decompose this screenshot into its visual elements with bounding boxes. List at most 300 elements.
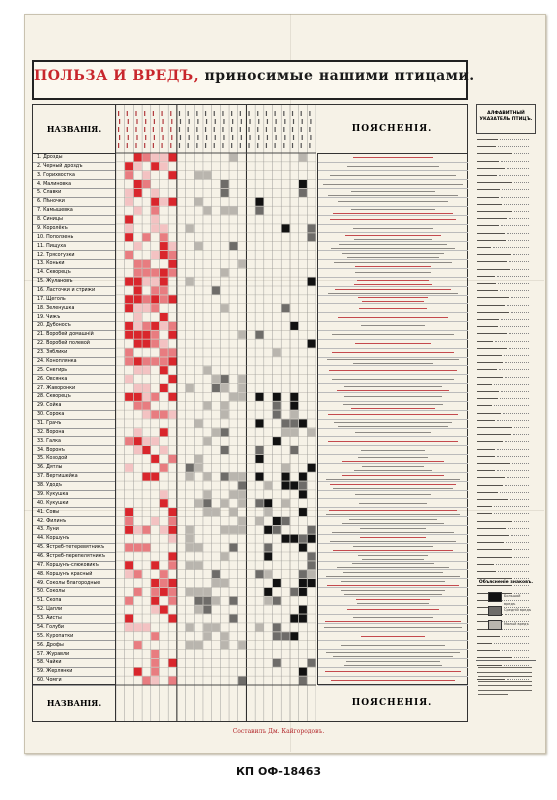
index-entry-leader [511, 312, 529, 314]
grid-cell-mark [308, 552, 316, 560]
grid-cell-mark [142, 473, 150, 481]
grid-cell-mark [142, 384, 150, 392]
grid-cell-mark [160, 464, 168, 472]
column-heading-glyph [180, 119, 181, 124]
index-entry [476, 287, 536, 294]
grid-cell-mark [203, 632, 211, 640]
index-entry [476, 136, 536, 143]
grid-cell-mark [142, 366, 150, 374]
grid-cell-mark [273, 659, 281, 667]
bird-name-row: 51. Скопа [33, 596, 115, 606]
grid-cell-mark [134, 570, 142, 578]
grid-cell-mark [212, 570, 220, 578]
column-heading-glyph [266, 127, 267, 132]
column-heading-glyph [275, 127, 276, 132]
index-entry [476, 381, 536, 388]
explanation-text-line [346, 661, 441, 662]
grid-cell-mark [151, 473, 159, 481]
bird-name-row: 34. Воронъ [33, 446, 115, 456]
grid-cell-mark [282, 535, 290, 543]
column-heading-glyph [302, 119, 303, 124]
column-heading-glyph [205, 111, 206, 116]
grid-cell-mark [134, 668, 142, 676]
index-entry-leader [510, 499, 529, 501]
grid-cell-mark [125, 544, 133, 552]
grid-cell-mark [290, 419, 298, 427]
column-heading-glyph [214, 127, 215, 132]
index-entry-word [477, 564, 494, 565]
column-heading-glyph [258, 119, 259, 124]
column-heading-glyph [267, 119, 268, 124]
column-heading-glyph [231, 143, 232, 148]
column-heading-glyph [292, 111, 293, 116]
index-entry-number [530, 352, 536, 359]
index-entry-word [477, 405, 492, 406]
index-entry-word [477, 521, 512, 522]
grid-cell-mark [238, 375, 246, 383]
index-entry-number [530, 374, 536, 381]
grid-cell-mark [142, 322, 150, 330]
explanation-text-line [330, 541, 457, 542]
index-entry-leader [507, 168, 529, 170]
names-column [33, 153, 116, 685]
index-entry-number [530, 518, 536, 525]
bird-name-row: 16. Ласточки и стрижи [33, 286, 115, 296]
index-entry-leader [498, 146, 529, 148]
grid-cell-mark [290, 402, 298, 410]
explanation-text-line [328, 195, 458, 196]
index-entry [476, 640, 536, 647]
index-entry [476, 302, 536, 309]
index-entry-leader [497, 470, 529, 472]
bird-name-row: 57. Журавли [33, 650, 115, 660]
grid-cell-mark [290, 322, 298, 330]
names-column-footer: НАЗВАНІЯ. [33, 684, 116, 721]
grid-cell-mark [203, 623, 211, 631]
grid-cell-mark [273, 402, 281, 410]
column-heading-glyph [127, 111, 128, 116]
grid-cell-mark [151, 411, 159, 419]
index-entry-leader [496, 564, 529, 566]
index-entry-number [530, 258, 536, 265]
explanation-text-line [326, 576, 461, 577]
grid-cell-mark [160, 526, 168, 534]
index-entry [476, 338, 536, 345]
bird-name-row: 8. Синицы [33, 215, 115, 225]
grid-cell-mark [256, 446, 264, 454]
index-entry-word [477, 348, 507, 349]
grid-cell-mark [186, 278, 194, 286]
index-entry-number [530, 172, 536, 179]
index-entry-leader [514, 153, 529, 155]
index-entry-number [530, 503, 536, 510]
index-entry-number [530, 251, 536, 258]
bird-name-row: 60. Чомги [33, 676, 115, 686]
index-entry-leader [514, 427, 529, 429]
index-entry-number [530, 222, 536, 229]
grid-cell-mark [134, 588, 142, 596]
grid-cell-mark [151, 606, 159, 614]
index-entry-word [477, 506, 492, 507]
index-entry [476, 402, 536, 409]
compiled-by: Составилъ Дм. Кайгородовъ. [232, 728, 325, 735]
grid-cell-mark [264, 544, 272, 552]
grid-cell-mark [151, 437, 159, 445]
column-heading-glyph [205, 127, 206, 132]
bird-name-row: 49. Соколы благородные [33, 579, 115, 589]
index-entry-word [477, 355, 502, 356]
grid-cell-mark [186, 526, 194, 534]
explanation-text-line [353, 617, 434, 618]
grid-cell-mark [134, 544, 142, 552]
grid-cell-mark [264, 597, 272, 605]
column-heading-glyph [179, 127, 180, 132]
grid-cell-mark [308, 278, 316, 286]
index-entry-leader [509, 348, 529, 350]
column-heading-glyph [136, 119, 137, 124]
column-heading-glyph [284, 119, 285, 124]
index-entry [476, 554, 536, 561]
grid-cell-mark [203, 473, 211, 481]
grid-cell-mark [125, 233, 133, 241]
index-entry-leader [508, 528, 529, 530]
footnote-text-line [478, 667, 532, 668]
grid-cell-mark [203, 402, 211, 410]
grid-cell-mark [134, 180, 142, 188]
grid-cell-mark [282, 517, 290, 525]
index-entry [476, 244, 536, 251]
column-heading-glyph [161, 143, 162, 148]
grid-cell-mark [151, 393, 159, 401]
index-entry-leader [501, 319, 529, 321]
grid-cell-mark [134, 526, 142, 534]
grid-cell-mark [290, 446, 298, 454]
grid-cell-mark [134, 153, 142, 161]
grid-cell-mark [125, 464, 133, 472]
grid-cell-mark [160, 357, 168, 365]
explanation-text-line [342, 253, 445, 254]
index-entry-number [530, 165, 536, 172]
index-entry-word [477, 197, 499, 198]
index-entry [476, 431, 536, 438]
explanation-text-line [351, 191, 435, 192]
index-entry [476, 237, 536, 244]
index-entry-word [477, 384, 492, 385]
column-heading-glyph [248, 111, 249, 116]
grid-cell-mark [169, 295, 177, 303]
explanation-text-line [329, 370, 457, 371]
grid-cell-mark [229, 207, 237, 215]
grid-cell-mark [238, 517, 246, 525]
column-heading-glyph [283, 143, 284, 148]
explanation-text-line [362, 559, 424, 560]
explanation-text-line [360, 537, 426, 538]
explanation-text-line [347, 609, 440, 610]
grid-cell-mark [195, 544, 203, 552]
index-entry-leader [506, 542, 529, 544]
index-entry-word [477, 470, 495, 471]
grid-cell-mark [134, 269, 142, 277]
explanation-text-line [362, 301, 425, 302]
grid-cell-mark [125, 437, 133, 445]
index-entry-word [477, 492, 498, 493]
grid-cell-mark [299, 153, 307, 161]
grid-cell-mark [299, 419, 307, 427]
column-heading-glyph [196, 143, 197, 148]
column-heading-glyph [222, 127, 223, 132]
grid-cell-mark [238, 677, 246, 685]
grid-cell-mark [169, 269, 177, 277]
index-entry-number [530, 395, 536, 402]
legend-swatch-2 [488, 620, 502, 630]
index-entry-word [477, 449, 495, 450]
column-heading-glyph [258, 135, 259, 140]
grid-cell-mark [134, 207, 142, 215]
index-entry [476, 251, 536, 258]
index-entry-leader [495, 341, 529, 343]
grid-cell-mark [256, 198, 264, 206]
explanation-text-line [353, 363, 432, 364]
index-entry-word [477, 225, 499, 226]
grid-cell-mark [142, 357, 150, 365]
grid-cell-mark [151, 162, 159, 170]
grid-cell-mark [160, 153, 168, 161]
bird-name-row: 35. Козодой [33, 454, 115, 464]
grid-cell-mark [221, 304, 229, 312]
grid-cell-mark [142, 402, 150, 410]
grid-cell-mark [151, 198, 159, 206]
explanation-text-line [325, 671, 462, 672]
grid-cell-mark [264, 481, 272, 489]
index-entry-leader [502, 650, 529, 652]
grid-cell-mark [186, 224, 194, 232]
bird-name-row: 19. Чижъ [33, 313, 115, 323]
grid-cell-mark [151, 659, 159, 667]
column-heading-glyph [292, 127, 293, 132]
grid-cell-mark [212, 384, 220, 392]
index-entry-word [477, 139, 498, 140]
column-heading-glyph [301, 127, 302, 132]
grid-cell-mark [299, 535, 307, 543]
index-entry-number [530, 316, 536, 323]
grid-cell-mark [151, 357, 159, 365]
grid-cell-mark [169, 171, 177, 179]
index-entry-number [530, 294, 536, 301]
column-heading-glyph [170, 127, 171, 132]
bird-name-row: 9. Королёкъ [33, 224, 115, 234]
explanation-text-line [330, 219, 455, 220]
index-entry-number [530, 302, 536, 309]
grid-cell-mark [195, 455, 203, 463]
index-entry-number [530, 208, 536, 215]
grid-cell-mark [229, 544, 237, 552]
grid-cell-mark [160, 570, 168, 578]
grid-cell-mark [256, 517, 264, 525]
index-entry-number [530, 539, 536, 546]
column-heading-glyph [293, 135, 294, 140]
index-entry-word [477, 477, 505, 478]
grid-cell-mark [134, 331, 142, 339]
grid-cell-mark [125, 508, 133, 516]
bird-name-row: 6. Пѣночки [33, 197, 115, 207]
index-entry-number [530, 453, 536, 460]
grid-cell-mark [134, 162, 142, 170]
grid-cell-mark [142, 340, 150, 348]
index-entry-leader [498, 283, 529, 285]
grid-cell-mark [186, 561, 194, 569]
explanation-text-line [355, 432, 432, 433]
column-heading-glyph [144, 143, 145, 148]
explanation-text-line [354, 284, 433, 285]
index-entry-leader [509, 333, 529, 335]
bird-name-row: 36. Дятлы [33, 463, 115, 473]
grid-cell-mark [290, 614, 298, 622]
grid-cell-mark [169, 508, 177, 516]
index-entry-number [530, 266, 536, 273]
index-entry [476, 158, 536, 165]
index-entry [476, 374, 536, 381]
grid-cell-mark [290, 588, 298, 596]
index-entry-leader [505, 441, 529, 443]
grid-cell-mark [221, 428, 229, 436]
index-entry-leader [494, 384, 529, 386]
explanation-text-line [323, 184, 463, 185]
bird-name-row: 25. Снегирь [33, 366, 115, 376]
index-entry-number [530, 474, 536, 481]
grid-cell-mark [142, 153, 150, 161]
column-heading-glyph [153, 143, 154, 148]
column-heading-glyph [232, 119, 233, 124]
index-entry-number [530, 366, 536, 373]
index-entry [476, 395, 536, 402]
grid-cell-mark [142, 269, 150, 277]
footnote-block [476, 660, 536, 701]
explanation-text-line [347, 257, 438, 258]
grid-cell-mark [299, 180, 307, 188]
explanation-text-line [343, 404, 443, 405]
column-heading-glyph [232, 135, 233, 140]
column-heading-glyph [214, 143, 215, 148]
column-heading-glyph [283, 127, 284, 132]
grid-cell-mark [221, 473, 229, 481]
grid-cell-mark [160, 313, 168, 321]
column-heading-glyph [128, 119, 129, 124]
index-entry [476, 532, 536, 539]
explanation-text-line [328, 441, 458, 442]
column-heading-glyph [145, 119, 146, 124]
index-entry-word [477, 261, 507, 262]
grid-cell-mark [299, 490, 307, 498]
index-entry-word [477, 456, 495, 457]
grid-cell-mark [256, 623, 264, 631]
grid-cell-mark [273, 623, 281, 631]
index-entry-leader [504, 355, 529, 357]
grid-cell-mark [308, 659, 316, 667]
index-entry-number [530, 525, 536, 532]
column-heading-glyph [223, 135, 224, 140]
bird-name-row: 54. Голуби [33, 623, 115, 633]
grid-cell-mark [134, 260, 142, 268]
index-entry-word [477, 643, 492, 644]
index-entry-leader [493, 247, 529, 249]
alphabetical-index-header: АЛФАВИТНЫЙ УКАЗАТЕЛЬ ПТИЦЪ. [476, 104, 536, 134]
index-entry-number [530, 381, 536, 388]
index-entry-leader [497, 449, 529, 451]
grid-cell-mark [142, 278, 150, 286]
explanation-text-line [344, 386, 442, 387]
index-entry-word [477, 211, 512, 212]
index-entry-leader [500, 492, 529, 494]
grid-cell-mark [151, 215, 159, 223]
explanations-footer: ПОЯСНЕНІЯ. [317, 684, 467, 721]
index-entry-word [477, 276, 495, 277]
grid-cell-mark [299, 606, 307, 614]
grid-cell-mark [169, 348, 177, 356]
column-heading-glyph [301, 111, 302, 116]
column-heading-glyph [310, 135, 311, 140]
index-entry-number [530, 568, 536, 575]
bird-name-row: 37. Вертишейка [33, 472, 115, 482]
column-heading-glyph [205, 143, 206, 148]
index-entry-word [477, 650, 500, 651]
index-entry [476, 330, 536, 337]
index-entry-number [530, 158, 536, 165]
grid-cell-mark [125, 304, 133, 312]
grid-cell-mark [195, 198, 203, 206]
grid-cell-mark [203, 508, 211, 516]
grid-cell-mark [186, 535, 194, 543]
column-heading-glyph [171, 119, 172, 124]
grid-cell-mark [290, 632, 298, 640]
grid-cell-mark [229, 393, 237, 401]
grid-cell-mark [221, 189, 229, 197]
grid-cell-mark [282, 499, 290, 507]
grid-cell-mark [160, 286, 168, 294]
grid-cell-mark [160, 499, 168, 507]
index-entry-number [530, 338, 536, 345]
column-heading-glyph [223, 119, 224, 124]
explanation-text-line [342, 461, 444, 462]
explanation-text-line [332, 532, 455, 533]
column-heading-glyph [248, 127, 249, 132]
grid-cell-mark [125, 526, 133, 534]
grid-cell-mark [160, 348, 168, 356]
explanation-text-line [355, 272, 431, 273]
bird-name-row: 11. Пищуха [33, 242, 115, 252]
grid-cell-mark [151, 278, 159, 286]
footnote-text-line [478, 690, 532, 691]
index-entry-word [477, 168, 505, 169]
column-heading-glyph [302, 135, 303, 140]
grid-cell-mark [282, 632, 290, 640]
grid-cell-mark [160, 366, 168, 374]
column-heading-glyph [222, 111, 223, 116]
grid-cell-mark [160, 490, 168, 498]
column-heading-glyph [266, 111, 267, 116]
column-heading-glyph [206, 119, 207, 124]
grid-cell-mark [212, 623, 220, 631]
grid-cell-mark [125, 224, 133, 232]
index-entry-number [530, 554, 536, 561]
grid-cell-mark [282, 481, 290, 489]
bird-name-row: 47. Коршунъ-слюковикъ [33, 561, 115, 571]
grid-cell-mark [125, 570, 133, 578]
column-heading-glyph [301, 143, 302, 148]
grid-cell-mark [282, 428, 290, 436]
index-entry-number [530, 230, 536, 237]
grid-cell-mark [134, 437, 142, 445]
column-heading-glyph [257, 143, 258, 148]
